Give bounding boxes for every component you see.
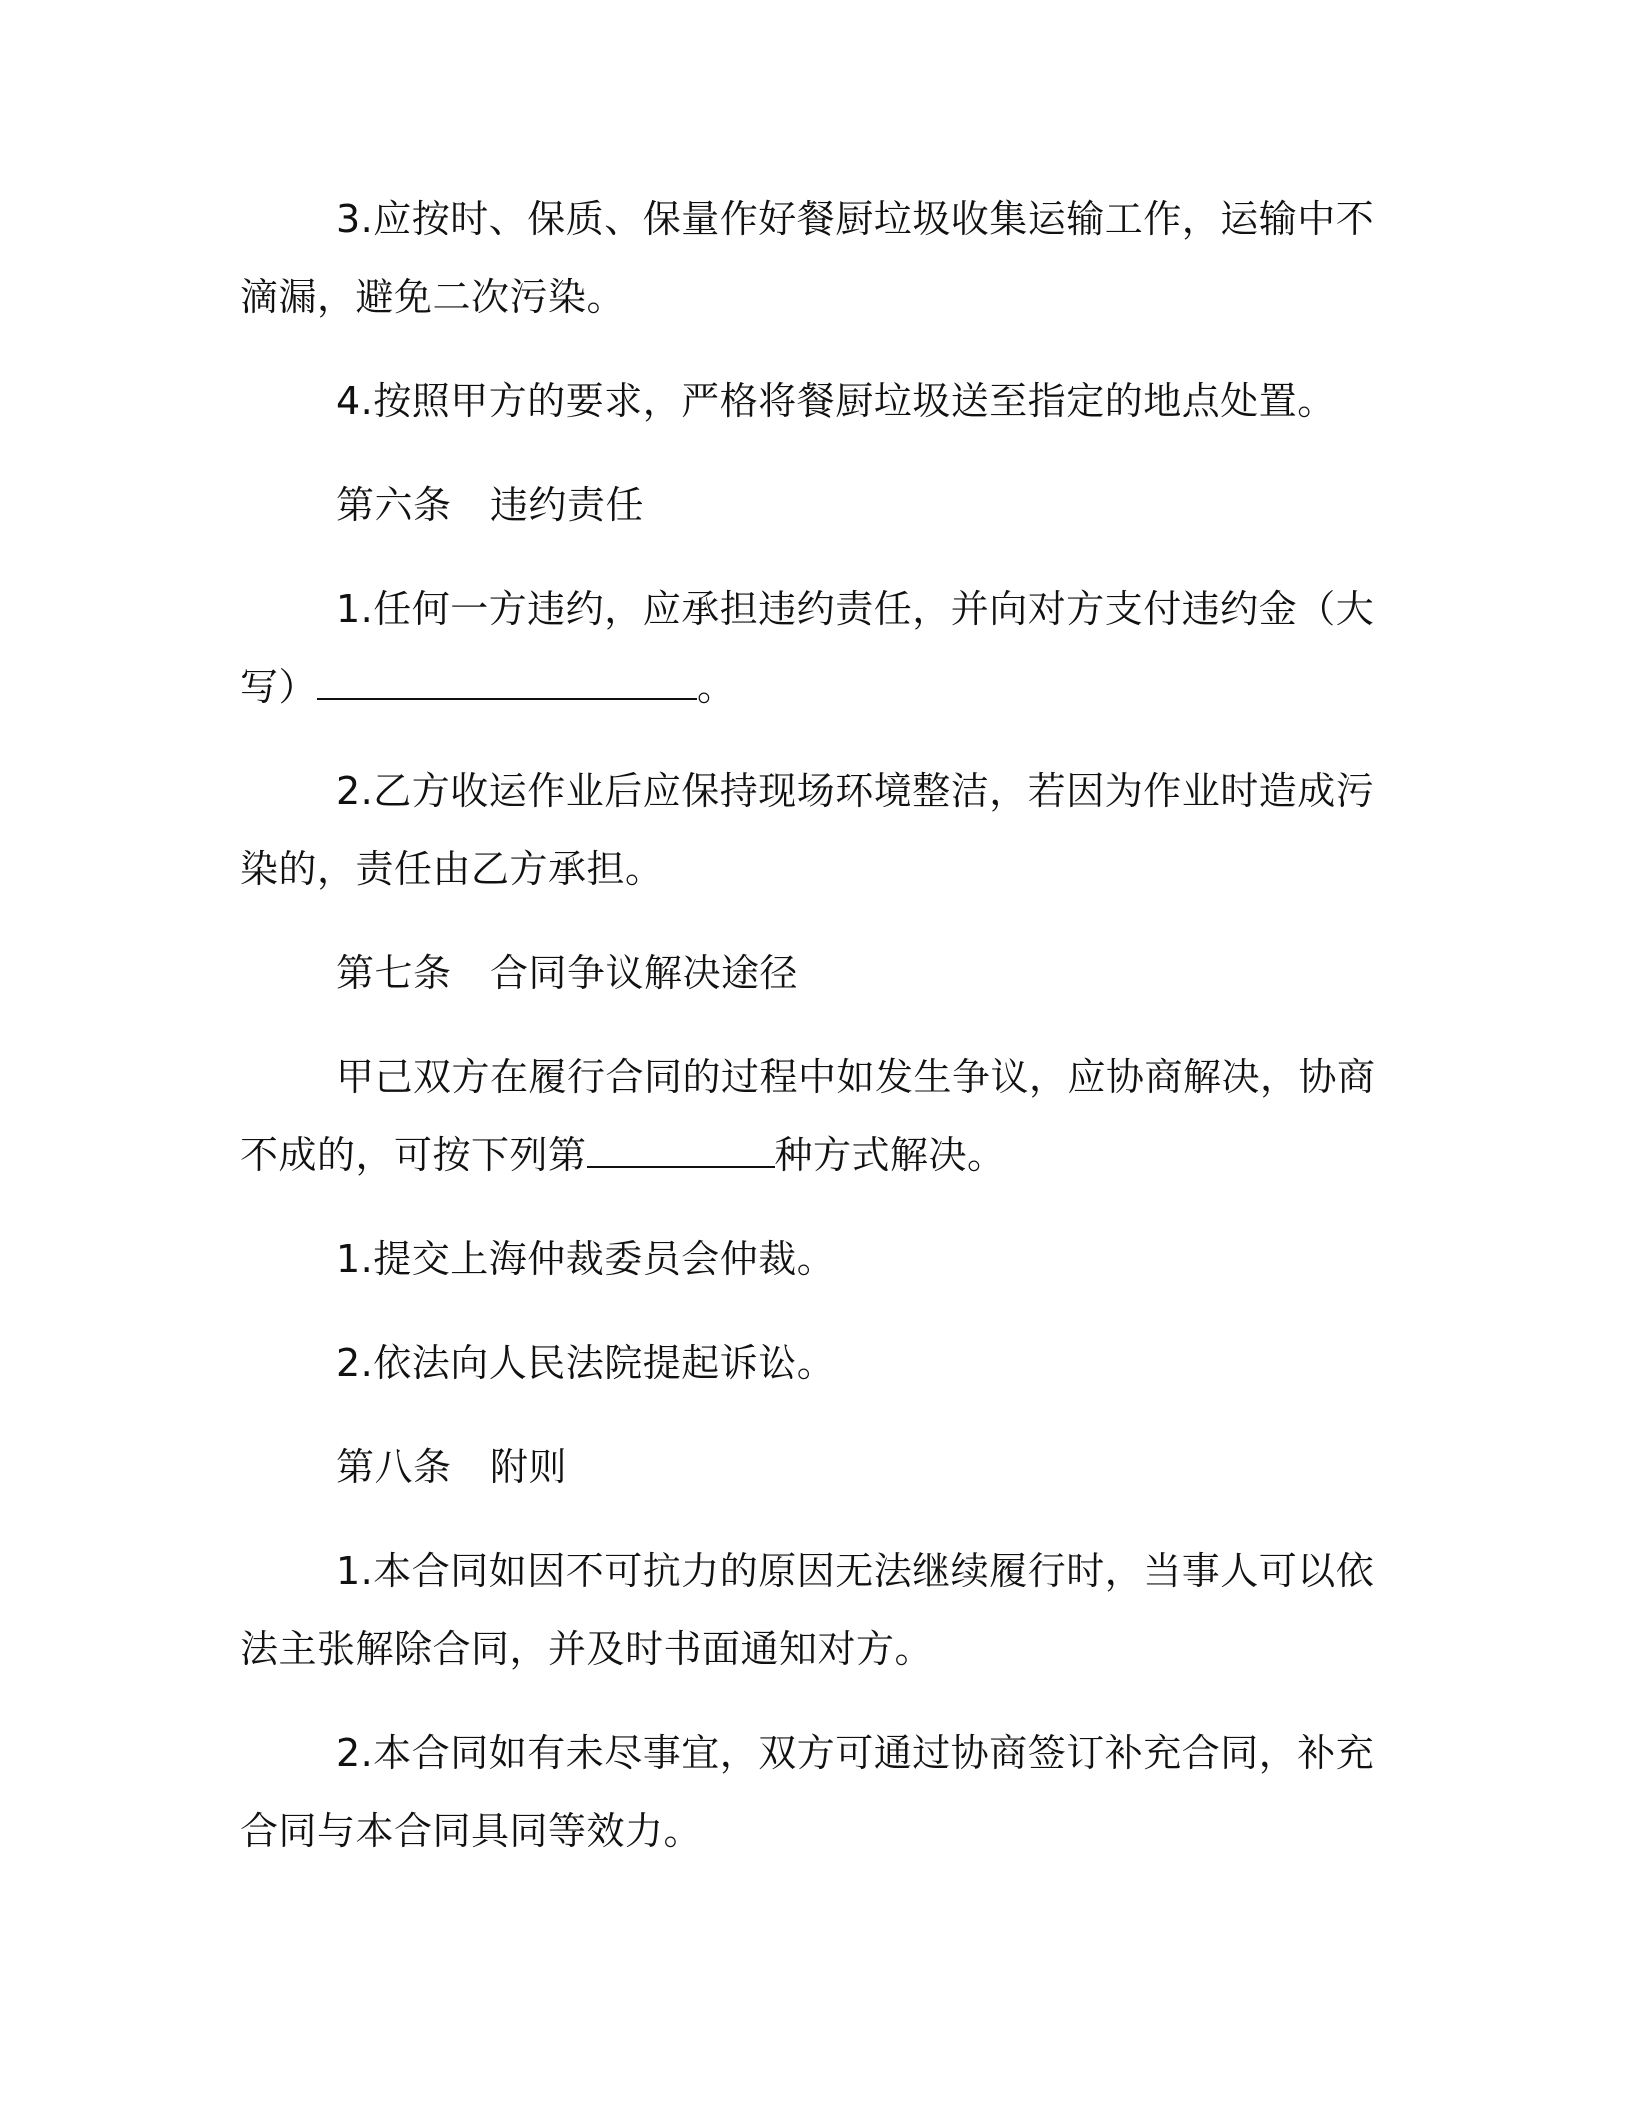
clause-8-heading: 第八条 附则 bbox=[336, 1445, 568, 1489]
clause-6-item-1-text: 1.任何一方违约，应承担违约责任，并向对方支付违约金（大写） bbox=[240, 587, 1375, 709]
clause-7-option-2: 2.依法向人民法院提起诉讼。 bbox=[336, 1341, 836, 1385]
clause-7-heading: 第七条 合同争议解决途径 bbox=[336, 951, 799, 995]
clause-7-body-tail: 种方式解决。 bbox=[774, 1133, 1006, 1177]
clause-5-item-4: 4.按照甲方的要求，严格将餐厨垃圾送至指定的地点处置。 bbox=[336, 379, 1336, 423]
clause-7-option-1: 1.提交上海仲裁委员会仲裁。 bbox=[336, 1237, 836, 1281]
resolution-method-blank bbox=[587, 1165, 775, 1168]
clause-6-item-1-tail: 。 bbox=[697, 665, 736, 709]
clause-6-item-1 bbox=[240, 570, 1400, 726]
clause-7-body bbox=[240, 1038, 1400, 1194]
clause-8-item-2: 2.本合同如有未尽事宜，双方可通过协商签订补充合同，补充合同与本合同具同等效力。 bbox=[240, 1731, 1375, 1853]
penalty-amount-blank bbox=[317, 697, 697, 700]
clause-8-item-1: 1.本合同如因不可抗力的原因无法继续履行时，当事人可以依法主张解除合同，并及时书面通知对方。 bbox=[240, 1549, 1375, 1671]
clause-5-item-3: 3.应按时、保质、保量作好餐厨垃圾收集运输工作，运输中不滴漏，避免二次污染。 bbox=[240, 197, 1375, 319]
clause-6-heading: 第六条 违约责任 bbox=[336, 483, 645, 527]
document-page bbox=[240, 180, 1400, 1896]
clause-7-body-text: 甲己双方在履行合同的过程中如发生争议，应协商解决，协商不成的，可按下列第 bbox=[240, 1055, 1376, 1177]
clause-6-item-2: 2.乙方收运作业后应保持现场环境整洁，若因为作业时造成污染的，责任由乙方承担。 bbox=[240, 769, 1375, 891]
